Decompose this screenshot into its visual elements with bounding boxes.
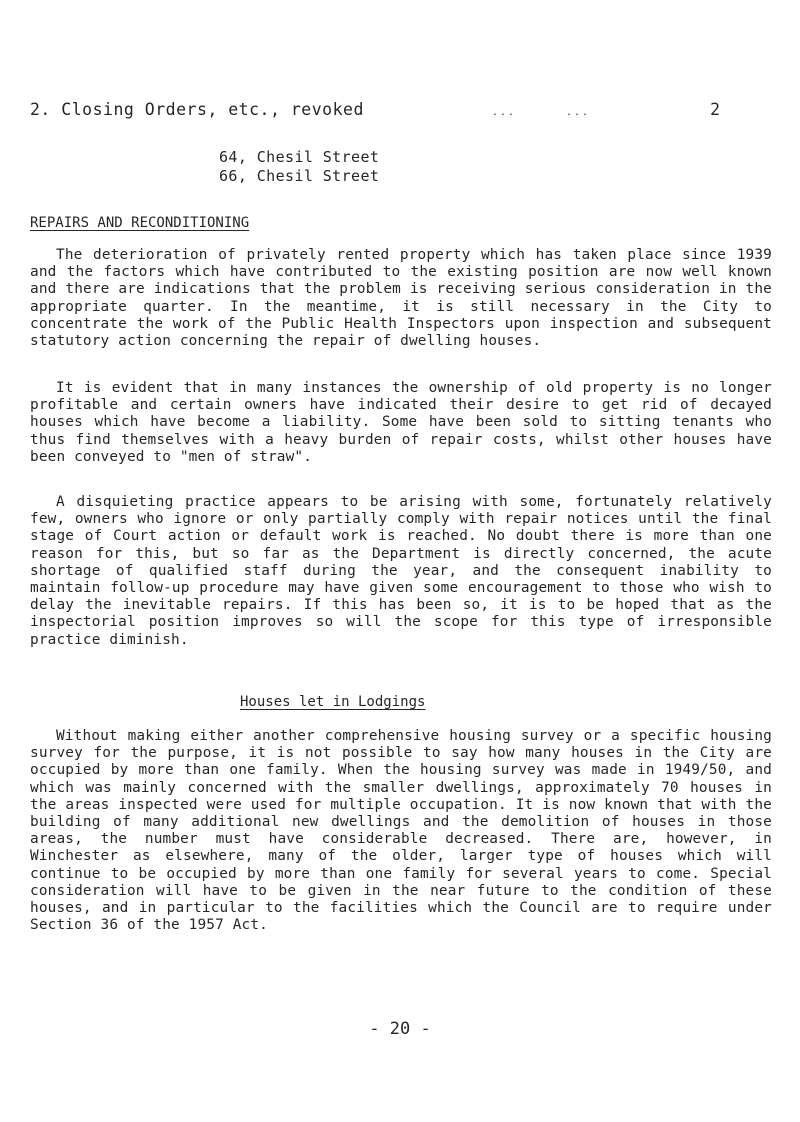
paragraph: Without making either another comprehensive housing survey or a specific housing survey for the purpose, it is not possible to say how many houses in the City are occupied by more than one family. When the housing survey was made in 1949/50, and which was mainly concerned with the smaller dwellings, approximately 70 houses in the areas inspected were used for multiple occupation. It is now known that with the building of many additional new dwellings and the demolition of houses in those areas, the number must have considerable decreased. There are, however, in Winchester as elsewhere, many of the older, larger type of houses which will continue to be occupied by more than one family for several years to come. Special consideration will have to be given in the near future to the condition of these houses, and in particular to the facilities which the Council are to require under Section 36 of the 1957 Act. xyxy=(30,728,772,934)
address-line: 66, Chesil Street xyxy=(219,167,380,185)
header-page-ref: 2 xyxy=(710,100,720,119)
leader-dots: ... xyxy=(491,107,516,118)
page-number: - 20 - xyxy=(369,1019,431,1039)
paragraph: A disquieting practice appears to be arising with some, fortunately relatively few, owners who ignore or only partially comply with repair notices until the final stage of Court action or default work is reached. No doubt there is more than one reason for this, but so far as the Department is directly concerned, the acute shortage of qualified staff during the year, and the consequent inability to maintain follow-up procedure may have given some encouragement to those who wish to delay the inevitable repairs. If this has been so, it is to be hoped that as the inspectorial position improves so will the scope for this type of irresponsible practice diminish. xyxy=(30,494,772,648)
subsection-heading: Houses let in Lodgings xyxy=(240,694,426,710)
header-title: 2. Closing Orders, etc., revoked xyxy=(30,100,364,119)
leader-dots: ... xyxy=(565,107,591,118)
section-heading: REPAIRS AND RECONDITIONING xyxy=(30,215,250,231)
address-line: 64, Chesil Street xyxy=(219,148,380,166)
paragraph: It is evident that in many instances the ownership of old property is no longer profitable and certain owners have indicated their desire to get rid of decayed houses which have become a liability. Some have been sold to sitting tenants who thus find themselves with a heavy burden of repair costs, whilst other houses have been conveyed to "men of straw". xyxy=(30,380,772,465)
section-header xyxy=(30,100,720,119)
paragraph: The deterioration of privately rented property which has taken place since 1939 and the factors which have contributed to the existing position are now well known and there are indications that the problem is receiving serious consideration in the appropriate quarter. In the meantime, it is still necessary in the City to concentrate the work of the Public Health Inspectors upon inspection and subsequent statutory action concerning the repair of dwelling houses. xyxy=(30,247,772,350)
